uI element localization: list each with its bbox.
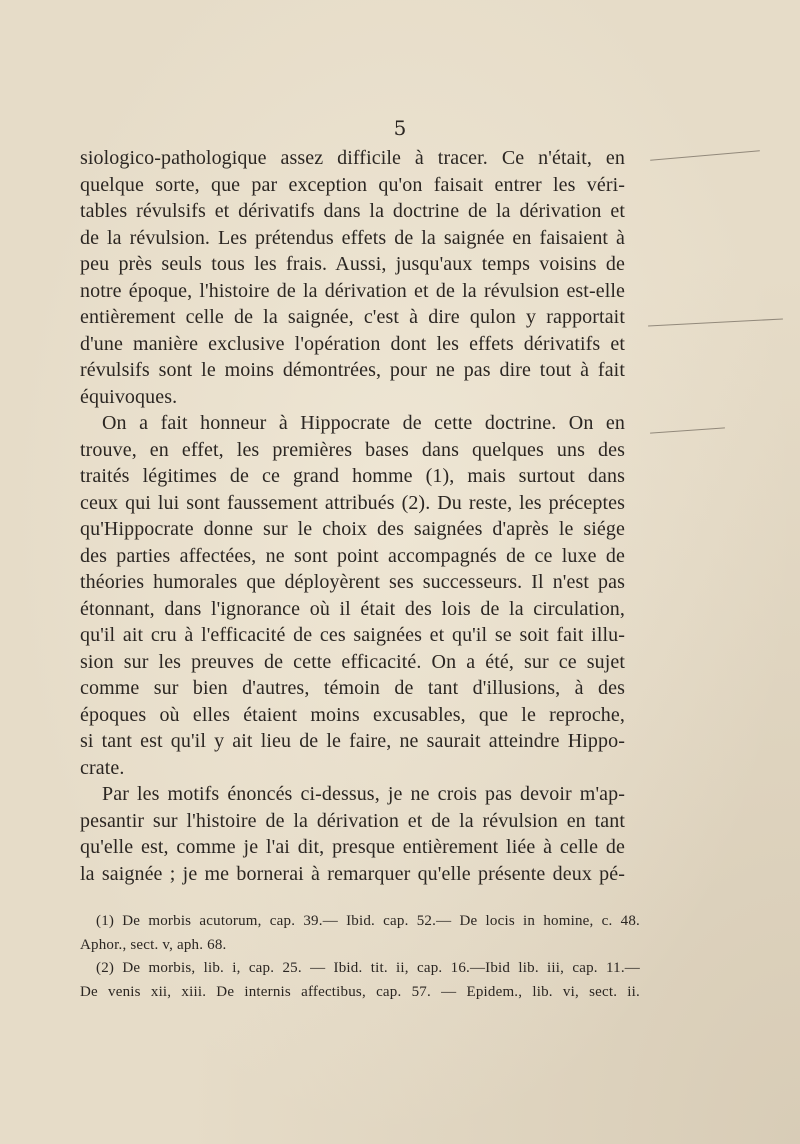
footnote-1 bbox=[80, 910, 640, 957]
text-line: crate. bbox=[80, 756, 125, 779]
text-line: ceux qui lui sont faussement attribués (2). Du reste, les préceptes bbox=[80, 491, 625, 514]
text-line: des parties affectées, ne sont point accompagnés de ce luxe de bbox=[80, 544, 625, 567]
text-line: entièrement celle de la saignée, c'est à dire qulon y rapportait bbox=[80, 306, 625, 328]
text-line: siologico-pathologique assez difficile à tracer. Ce n'était, en bbox=[80, 147, 625, 169]
footnote-2 bbox=[80, 957, 640, 1004]
text-line: Par les motifs énoncés ci-dessus, je ne crois pas devoir m'ap- bbox=[102, 783, 625, 805]
paragraph-1 bbox=[80, 145, 625, 410]
text-line: théories humorales que déployèrent ses successeurs. Il n'est pas bbox=[80, 571, 625, 593]
margin-pencil-mark bbox=[650, 427, 725, 433]
text-line: qu'il ait cru à l'efficacité de ces saignées et qu'il se soit fait illu- bbox=[80, 624, 625, 646]
page-number: 5 bbox=[393, 116, 407, 140]
text-line: si tant est qu'il y ait lieu de le faire, ne saurait atteindre Hippo- bbox=[80, 730, 625, 752]
text-line: révulsifs sont le moins démontrées, pour ne pas dire tout à fait bbox=[80, 359, 625, 381]
paragraph-2 bbox=[80, 410, 625, 781]
margin-pencil-mark bbox=[648, 318, 783, 326]
text-line: tables révulsifs et dérivatifs dans la doctrine de la dérivation et bbox=[80, 200, 625, 222]
paragraph-3 bbox=[80, 781, 625, 887]
body-text bbox=[80, 145, 625, 887]
text-line: On a fait honneur à Hippocrate de cette doctrine. On en bbox=[102, 412, 625, 434]
text-line: trouve, en effet, les premières bases dans quelques uns des bbox=[80, 438, 625, 461]
text-line: d'une manière exclusive l'opération dont les effets dérivatifs et bbox=[80, 332, 625, 355]
text-line: peu près seuls tous les frais. Aussi, jusqu'aux temps voisins de bbox=[80, 253, 625, 275]
footnote-line: (2) De morbis, lib. i, cap. 25. — Ibid. tit. ii, cap. 16.—Ibid lib. iii, cap. 11.— bbox=[96, 960, 640, 976]
text-line: traités légitimes de ce grand homme (1), mais surtout dans bbox=[80, 465, 625, 487]
text-line: notre époque, l'histoire de la dérivation et de la révulsion est-elle bbox=[80, 279, 625, 302]
footnote-line: Aphor., sect. v, aph. 68. bbox=[80, 936, 227, 953]
text-line: comme sur bien d'autres, témoin de tant d'illusions, à des bbox=[80, 677, 625, 699]
footnotes bbox=[80, 910, 640, 1004]
text-line: qu'Hippocrate donne sur le choix des saignées d'après le siége bbox=[80, 518, 625, 540]
margin-pencil-mark bbox=[650, 150, 760, 161]
text-line: qu'elle est, comme je l'ai dit, presque entièrement liée à celle de bbox=[80, 836, 625, 858]
text-line: sion sur les preuves de cette efficacité. On a été, sur ce sujet bbox=[80, 650, 625, 673]
footnote-line: De venis xii, xiii. De internis affectibus, cap. 57. — Epidem., lib. vi, sect. ii. bbox=[80, 983, 640, 1000]
text-line: de la révulsion. Les prétendus effets de la saignée en faisaient à bbox=[80, 226, 625, 249]
footnote-line: (1) De morbis acutorum, cap. 39.— Ibid. cap. 52.— De locis in homine, c. 48. bbox=[96, 913, 640, 929]
text-line: quelque sorte, que par exception qu'on faisait entrer les véri- bbox=[80, 173, 625, 196]
text-line: la saignée ; je me bornerai à remarquer qu'elle présente deux pé- bbox=[80, 862, 625, 885]
text-line: étonnant, dans l'ignorance où il était des lois de la circulation, bbox=[80, 597, 625, 620]
text-line: pesantir sur l'histoire de la dérivation et de la révulsion en tant bbox=[80, 809, 625, 832]
text-line: équivoques. bbox=[80, 385, 178, 408]
text-line: époques où elles étaient moins excusables, que le reproche, bbox=[80, 703, 625, 726]
